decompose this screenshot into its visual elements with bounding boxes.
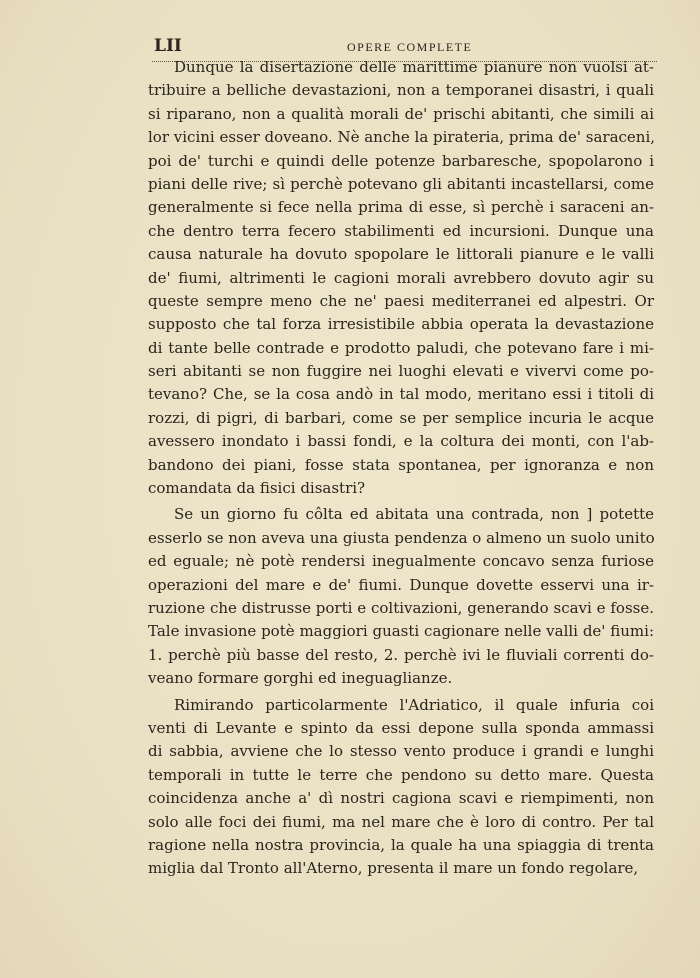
- text-line: di tante belle contrade e prodotto paludi, che potevano fare i mi-: [148, 338, 654, 357]
- text-line: ed eguale; nè potè rendersi inegualmente concavo senza furiose: [148, 552, 654, 571]
- text-line: de' fiumi, altrimenti le cagioni morali avrebbero dovuto agir su: [148, 268, 654, 287]
- text-line: piani delle rive; sì perchè potevano gli abitanti incastellarsi, come: [148, 174, 654, 193]
- text-line: poi de' turchi e quindi delle potenze barbaresche, spopolarono i: [148, 151, 654, 170]
- text-line: operazioni del mare e de' fiumi. Dunque dovette esservi una ir-: [148, 575, 654, 594]
- text-line: ruzione che distrusse porti e coltivazioni, generando scavi e fosse.: [148, 598, 654, 617]
- text-line: seri abitanti se non fuggire nei luoghi elevati e vivervi come po-: [148, 362, 654, 381]
- text-line: coincidenza anche a' dì nostri cagiona scavi e riempimenti, non: [148, 789, 654, 808]
- text-line: tribuire a belliche devastazioni, non a temporanei disastri, i quali: [148, 81, 654, 100]
- text-line: si riparano, non a qualità morali de' prischi abitanti, che simili ai: [148, 104, 654, 123]
- text-line: miglia dal Tronto all'Aterno, presenta il mare un fondo regolare,: [148, 859, 639, 878]
- text-line: solo alle foci dei fiumi, ma nel mare che è loro di contro. Per tal: [148, 812, 654, 831]
- text-line: 1. perchè più basse del resto, 2. perchè ivi le fluviali correnti do-: [148, 645, 654, 664]
- text-line: Rimirando particolarmente l'Adriatico, il quale infuria coi: [174, 695, 654, 714]
- text-line: tevano? Che, se la cosa andò in tal modo, meritano essi i titoli di: [148, 385, 654, 404]
- text-line: esserlo se non aveva una giusta pendenza o almeno un suolo unito: [148, 528, 655, 547]
- paragraph: [148, 694, 654, 881]
- text-line: Tale invasione potè maggiori guasti cagionare nelle valli de' fiumi:: [148, 622, 654, 641]
- text-line: rozzi, di pigri, di barbari, come se per semplice incuria le acque: [148, 408, 654, 427]
- text-line: bandono dei piani, fosse stata spontanea, per ignoranza e non: [148, 455, 654, 474]
- text-line: comandata da fisici disastri?: [148, 479, 366, 498]
- text-line: Dunque la disertazione delle marittime pianure non vuolsi at-: [174, 58, 654, 76]
- page-number: LII: [154, 36, 182, 56]
- text-line: causa naturale ha dovuto spopolare le littorali pianure e le valli: [148, 245, 654, 264]
- text-line: queste sempre meno che ne' paesi mediterranei ed alpestri. Or: [148, 291, 654, 310]
- text-line: veano formare gorghi ed ineguaglianze.: [148, 669, 453, 688]
- paragraph: [148, 56, 654, 500]
- text-line: avessero inondato i bassi fondi, e la coltura dei monti, con l'ab-: [148, 432, 654, 451]
- text-line: di sabbia, avviene che lo stesso vento produce i grandi e lunghi: [148, 742, 654, 761]
- text-line: venti di Levante e spinto da essi depone sulla sponda ammassi: [148, 718, 654, 737]
- text-line: temporali in tutte le terre che pendono su detto mare. Questa: [148, 765, 654, 784]
- body-text: [148, 56, 654, 881]
- text-line: supposto che tal forza irresistibile abbia operata la devastazione: [148, 315, 654, 334]
- text-line: Se un giorno fu côlta ed abitata una contrada, non ] potette: [174, 505, 654, 524]
- text-line: lor vicini esser doveano. Nè anche la pirateria, prima de' saraceni,: [148, 128, 656, 147]
- paragraph: [148, 503, 654, 690]
- text-line: generalmente si fece nella prima di esse, sì perchè i saraceni an-: [148, 198, 654, 217]
- text-line: che dentro terra fecero stabilimenti ed incursioni. Dunque una: [148, 221, 654, 240]
- running-title: OPERE COMPLETE: [347, 40, 473, 54]
- text-line: ragione nella nostra provincia, la quale ha una spiaggia di trenta: [148, 835, 654, 854]
